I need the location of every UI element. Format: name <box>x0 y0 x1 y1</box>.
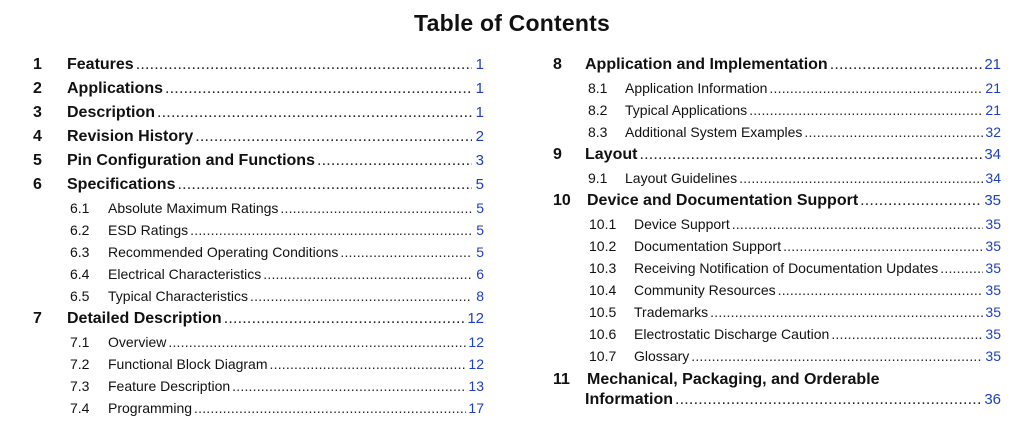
toc-entry-number: 2 <box>33 80 42 97</box>
toc-entry-2[interactable] <box>33 77 484 101</box>
toc-entry-label: Additional System Examples <box>625 124 803 140</box>
dot-leader <box>136 53 472 77</box>
dot-leader <box>165 77 472 101</box>
dot-leader <box>860 189 982 213</box>
toc-entry-7-4[interactable] <box>33 397 484 419</box>
toc-entry-number: 10.2 <box>589 238 617 254</box>
toc-entry-number: 6.5 <box>70 288 90 304</box>
toc-entry-number: 10 <box>553 192 571 209</box>
toc-entry-number: 6.2 <box>70 222 90 238</box>
toc-page-link[interactable]: 12 <box>467 310 484 327</box>
toc-page-link[interactable]: 35 <box>985 326 1001 342</box>
toc-entry-label: Application and Implementation <box>585 56 828 73</box>
toc-entry-label: Applications <box>67 80 164 97</box>
toc-entry-6-3[interactable] <box>33 241 484 263</box>
toc-entry-label: Device Support <box>634 216 730 232</box>
toc-entry-number: 6.3 <box>70 244 90 260</box>
toc-page-link[interactable]: 32 <box>985 124 1001 140</box>
toc-page-link[interactable]: 36 <box>984 391 1001 408</box>
toc-entry-8-2[interactable] <box>553 99 1001 121</box>
toc-entry-6-5[interactable] <box>33 285 484 307</box>
toc-page-link[interactable]: 5 <box>476 200 484 216</box>
toc-entry-label: Device and Documentation Support <box>587 192 859 209</box>
dot-leader <box>778 279 984 301</box>
toc-entry-label: Overview <box>108 334 167 350</box>
dot-leader <box>250 285 472 307</box>
toc-entry-9[interactable] <box>553 143 1001 167</box>
toc-entry-6-1[interactable] <box>33 197 484 219</box>
toc-entry-number: 3 <box>33 104 42 121</box>
toc-entry-7-1[interactable] <box>33 331 484 353</box>
toc-page-link[interactable]: 21 <box>984 56 1001 73</box>
toc-entry-number: 10.4 <box>589 282 617 298</box>
toc-entry-label: Recommended Operating Conditions <box>108 244 339 260</box>
toc-entry-11[interactable] <box>553 370 1001 410</box>
toc-page-link[interactable]: 35 <box>985 304 1001 320</box>
dot-leader <box>317 149 472 173</box>
dot-leader <box>940 257 983 279</box>
page-title: Table of Contents <box>414 10 610 36</box>
toc-left-column <box>33 53 484 419</box>
toc-entry-number: 8.1 <box>588 80 608 96</box>
toc-entry-number: 10.5 <box>589 304 617 320</box>
toc-page-link[interactable]: 3 <box>475 152 484 169</box>
toc-page-link[interactable]: 34 <box>985 170 1001 186</box>
toc-entry-number: 9 <box>553 146 562 163</box>
toc-entry-number: 11 <box>553 371 570 388</box>
toc-entry-label: Glossary <box>634 348 690 364</box>
toc-entry-label: Application Information <box>625 80 768 96</box>
toc-entry-label: Layout Guidelines <box>625 170 738 186</box>
toc-entry-number: 4 <box>33 128 42 145</box>
dot-leader <box>831 323 983 345</box>
dot-leader <box>194 397 466 419</box>
toc-entry-6-2[interactable] <box>33 219 484 241</box>
toc-entry-number: 10.6 <box>589 326 617 342</box>
toc-entry-label: Revision History <box>67 128 194 145</box>
toc-entry-7-3[interactable] <box>33 375 484 397</box>
toc-entry-10-2[interactable] <box>553 235 1001 257</box>
dot-leader <box>340 241 472 263</box>
toc-entry-label: Features <box>67 56 134 73</box>
toc-page-link[interactable]: 8 <box>476 288 484 304</box>
toc-entry-10-4[interactable] <box>553 279 1001 301</box>
dot-leader <box>710 301 983 323</box>
toc-entry-label: Specifications <box>67 176 176 193</box>
dot-leader <box>280 197 472 219</box>
toc-entry-number: 6.4 <box>70 266 90 282</box>
toc-page-link[interactable]: 34 <box>984 146 1001 163</box>
toc-page-link[interactable]: 35 <box>984 192 1001 209</box>
toc-entry-6[interactable] <box>33 173 484 197</box>
toc-entry-number: 7.1 <box>70 334 90 350</box>
toc-entry-label: Absolute Maximum Ratings <box>108 200 279 216</box>
toc-page-link[interactable]: 35 <box>985 216 1001 232</box>
dot-leader <box>804 121 983 143</box>
toc-entry-label: Typical Applications <box>625 102 748 118</box>
toc-page-link[interactable]: 17 <box>468 400 484 416</box>
toc-page-link[interactable]: 1 <box>475 56 484 73</box>
toc-page-link[interactable]: 21 <box>985 80 1001 96</box>
toc-entry-label: Pin Configuration and Functions <box>67 152 315 169</box>
dot-leader <box>732 213 984 235</box>
toc-entry-8-1[interactable] <box>553 77 1001 99</box>
dot-leader <box>168 331 466 353</box>
dot-leader <box>224 307 466 331</box>
toc-page-link[interactable]: 6 <box>476 266 484 282</box>
toc-entry-10-5[interactable] <box>553 301 1001 323</box>
toc-entry-10-7[interactable] <box>553 345 1001 367</box>
toc-page-link[interactable]: 12 <box>468 334 484 350</box>
dot-leader <box>639 143 982 167</box>
toc-entry-number: 8 <box>553 56 562 73</box>
toc-entry-label: Community Resources <box>634 282 776 298</box>
toc-entry-number: 7 <box>33 310 42 327</box>
toc-entry-number: 10.3 <box>589 260 617 276</box>
dot-leader <box>783 235 983 257</box>
toc-entry-number: 8.2 <box>588 102 608 118</box>
dot-leader <box>769 77 983 99</box>
toc-entry-label-line1: Mechanical, Packaging, and Orderable <box>587 371 880 388</box>
toc-entry-3[interactable] <box>33 101 484 125</box>
toc-entry-10-1[interactable] <box>553 213 1001 235</box>
toc-entry-10[interactable] <box>553 189 1001 213</box>
toc-entry-10-6[interactable] <box>553 323 1001 345</box>
toc-entry-7-2[interactable] <box>33 353 484 375</box>
toc-entry-1[interactable] <box>33 53 484 77</box>
toc-entry-label: Detailed Description <box>67 310 222 327</box>
dot-leader <box>270 353 467 375</box>
toc-entry-7[interactable] <box>33 307 484 331</box>
toc-entry-number: 10.1 <box>589 216 617 232</box>
toc-entry-number: 7.2 <box>70 356 90 372</box>
toc-entry-label: Trademarks <box>634 304 709 320</box>
toc-page-link[interactable]: 12 <box>468 356 484 372</box>
toc-entry-number: 6.1 <box>70 200 90 216</box>
dot-leader <box>232 375 466 397</box>
toc-page-link[interactable]: 21 <box>985 102 1001 118</box>
toc-entry-number: 1 <box>33 56 42 73</box>
dot-leader <box>739 167 983 189</box>
dot-leader <box>675 390 982 410</box>
dot-leader <box>157 101 472 125</box>
toc-entry-label: ESD Ratings <box>108 222 189 238</box>
toc-entry-label: Electrical Characteristics <box>108 266 262 282</box>
toc-entry-number: 7.4 <box>70 400 90 416</box>
toc-entry-8[interactable] <box>553 53 1001 77</box>
toc-entry-label: Typical Characteristics <box>108 288 249 304</box>
dot-leader <box>263 263 472 285</box>
toc-entry-label: Feature Description <box>108 378 231 394</box>
toc-page-link[interactable]: 2 <box>475 128 484 145</box>
toc-entry-10-3[interactable] <box>553 257 1001 279</box>
toc-entry-5[interactable] <box>33 149 484 173</box>
toc-entry-number: 7.3 <box>70 378 90 394</box>
toc-page-link[interactable]: 13 <box>468 378 484 394</box>
toc-entry-number: 8.3 <box>588 124 608 140</box>
toc-entry-label: Programming <box>108 400 193 416</box>
toc-entry-label: Description <box>67 104 156 121</box>
dot-leader <box>195 125 472 149</box>
toc-page-link[interactable]: 1 <box>475 80 484 97</box>
toc-page-link[interactable]: 5 <box>476 222 484 238</box>
toc-entry-number: 5 <box>33 152 42 169</box>
toc-entry-label: Layout <box>585 146 638 163</box>
toc-page-link[interactable]: 5 <box>476 244 484 260</box>
toc-entry-4[interactable] <box>33 125 484 149</box>
dot-leader <box>691 345 983 367</box>
toc-entry-6-4[interactable] <box>33 263 484 285</box>
toc-page-link[interactable]: 35 <box>985 348 1001 364</box>
dot-leader <box>177 173 472 197</box>
toc-entry-label: Documentation Support <box>634 238 782 254</box>
toc-page-link[interactable]: 5 <box>475 176 484 193</box>
toc-entry-8-3[interactable] <box>553 121 1001 143</box>
toc-right-column <box>553 53 1001 410</box>
toc-entry-number: 10.7 <box>589 348 617 364</box>
toc-entry-label: Functional Block Diagram <box>108 356 268 372</box>
toc-page-link[interactable]: 35 <box>985 238 1001 254</box>
dot-leader <box>749 99 983 121</box>
dot-leader <box>190 219 472 241</box>
toc-entry-label: Receiving Notification of Documentation Updates <box>634 260 939 276</box>
toc-page-link[interactable]: 1 <box>475 104 484 121</box>
toc-entry-9-1[interactable] <box>553 167 1001 189</box>
toc-entry-label: Electrostatic Discharge Caution <box>634 326 830 342</box>
toc-entry-number: 9.1 <box>588 170 608 186</box>
toc-page-link[interactable]: 35 <box>985 260 1001 276</box>
toc-page-link[interactable]: 35 <box>985 282 1001 298</box>
toc-entry-label-line2: Information <box>585 391 673 408</box>
dot-leader <box>830 53 983 77</box>
toc-entry-number: 6 <box>33 176 42 193</box>
